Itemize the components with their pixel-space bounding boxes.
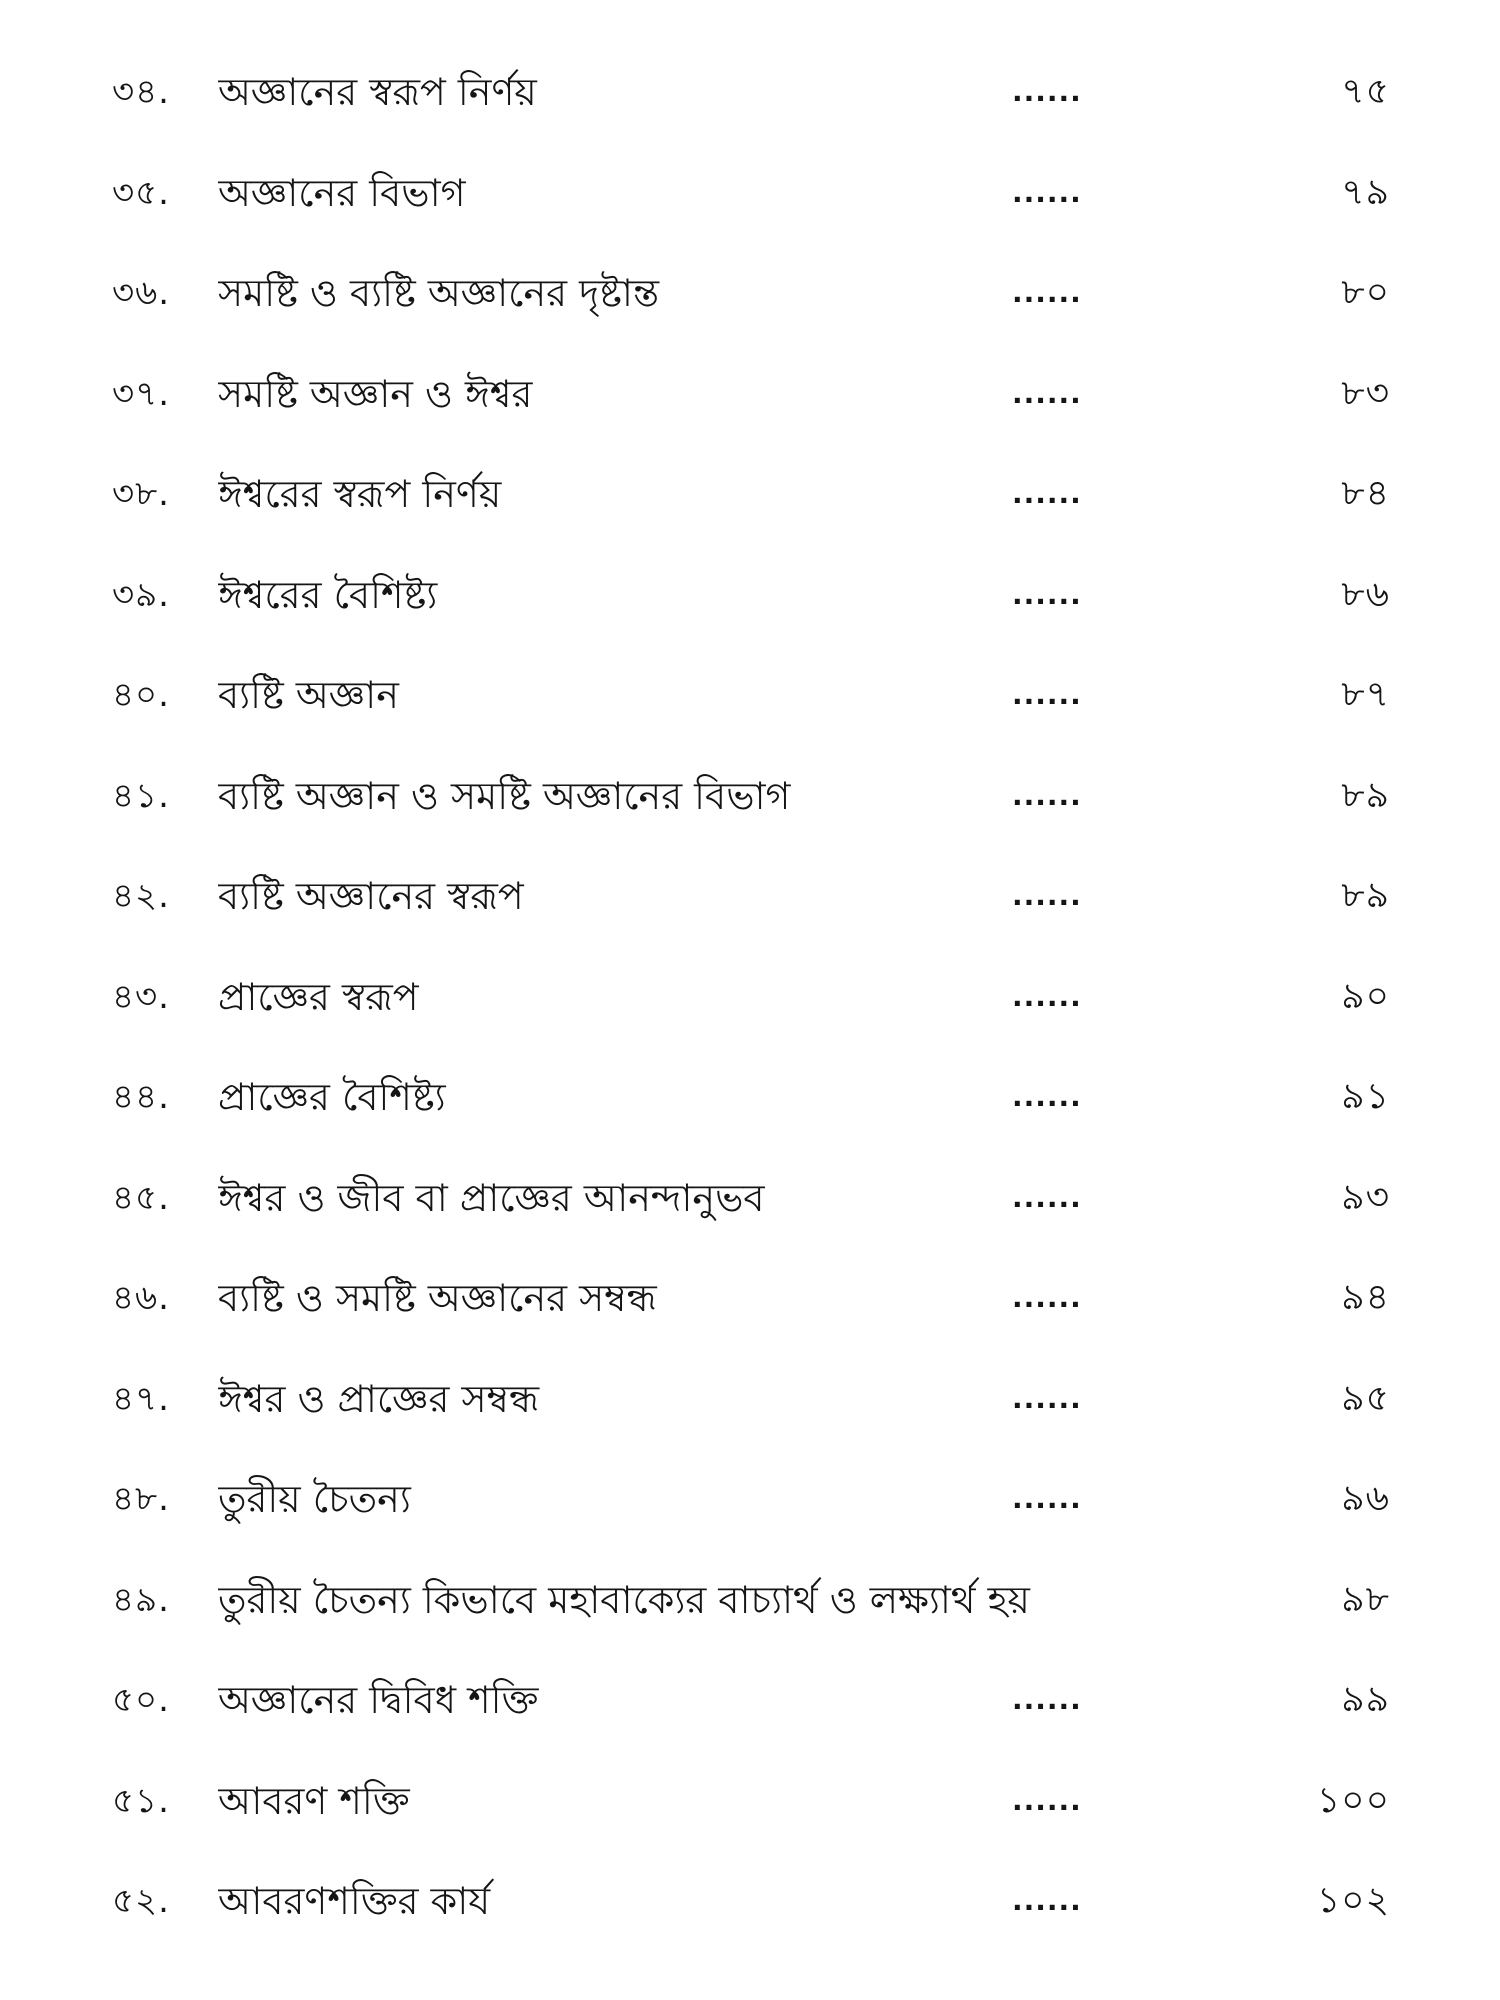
page-number: ৯৫ bbox=[1341, 1377, 1390, 1419]
page-number: ৮৪ bbox=[1341, 473, 1390, 514]
dot-leader: ...... bbox=[1012, 175, 1082, 209]
entry-number: ৪১. bbox=[112, 775, 170, 816]
entry-title: ব্যষ্টি অজ্ঞান bbox=[218, 673, 399, 717]
toc-entry bbox=[0, 862, 1500, 963]
toc-entry bbox=[0, 1867, 1500, 1968]
page-number: ৭৯ bbox=[1341, 171, 1390, 213]
dot-leader: ...... bbox=[1012, 75, 1082, 108]
entry-title: অজ্ঞানের স্বরূপ নির্ণয় bbox=[218, 70, 537, 114]
entry-number: ৪৪. bbox=[112, 1077, 170, 1117]
toc-entry bbox=[0, 1767, 1500, 1868]
page-number: ৯৯ bbox=[1341, 1679, 1390, 1720]
entry-title: ঈশ্বরের বৈশিষ্ট্য bbox=[218, 572, 438, 617]
page-number: ৯৮ bbox=[1341, 1578, 1390, 1620]
page-number: ৯১ bbox=[1341, 1076, 1390, 1117]
entry-title: প্রাজ্ঞের বৈশিষ্ট্য bbox=[218, 1075, 446, 1119]
entry-number: ৪৩. bbox=[112, 976, 170, 1017]
toc-entry bbox=[0, 561, 1500, 662]
toc-entry bbox=[0, 259, 1500, 360]
page-number: ৯৬ bbox=[1341, 1478, 1390, 1519]
toc-entry bbox=[0, 58, 1500, 159]
entry-title: সমষ্টি ও ব্যষ্টি অজ্ঞানের দৃষ্টান্ত bbox=[218, 271, 660, 315]
dot-leader: ...... bbox=[1012, 1884, 1082, 1917]
dot-leader: ...... bbox=[1012, 1783, 1082, 1817]
table-of-contents bbox=[0, 58, 1500, 1968]
dot-leader: ...... bbox=[1012, 1281, 1082, 1314]
entry-title: ঈশ্বর ও প্রাজ্ঞের সম্বন্ধ bbox=[218, 1376, 540, 1421]
entry-title: সমষ্টি অজ্ঞান ও ঈশ্বর bbox=[218, 371, 533, 416]
entry-number: ৪৫. bbox=[112, 1177, 170, 1218]
entry-number: ৫০. bbox=[112, 1680, 170, 1720]
entry-number: ৩৬. bbox=[112, 273, 171, 313]
entry-title: ব্যষ্টি ও সমষ্টি অজ্ঞানের সম্বন্ধ bbox=[218, 1276, 657, 1320]
page-number: ৯৩ bbox=[1341, 1176, 1390, 1218]
dot-leader: ...... bbox=[1012, 477, 1082, 510]
entry-number: ৪০. bbox=[112, 675, 170, 715]
entry-number: ৫২. bbox=[112, 1881, 170, 1921]
dot-leader: ...... bbox=[1012, 979, 1082, 1013]
page-number: ৮৩ bbox=[1341, 372, 1390, 414]
entry-title: অজ্ঞানের বিভাগ bbox=[218, 170, 466, 215]
toc-entry bbox=[0, 159, 1500, 260]
entry-title: ব্যষ্টি অজ্ঞানের স্বরূপ bbox=[218, 874, 524, 918]
entry-number: ৩৭. bbox=[112, 373, 171, 414]
entry-number: ৪৯. bbox=[112, 1579, 170, 1620]
page-number: ৭৫ bbox=[1341, 71, 1390, 112]
page-number: ১০০ bbox=[1316, 1779, 1390, 1821]
toc-entry bbox=[0, 661, 1500, 762]
dot-leader: ...... bbox=[1012, 879, 1082, 912]
toc-entry bbox=[0, 1666, 1500, 1767]
toc-entry bbox=[0, 1063, 1500, 1164]
page-number: ৮৭ bbox=[1341, 674, 1390, 715]
page-number: ৮৯ bbox=[1341, 774, 1390, 816]
dot-leader: ...... bbox=[1012, 577, 1082, 611]
entry-title: ব্যষ্টি অজ্ঞান ও সমষ্টি অজ্ঞানের বিভাগ bbox=[218, 773, 791, 818]
entry-title: অজ্ঞানের দ্বিবিধ শক্তি bbox=[218, 1678, 539, 1722]
toc-entry bbox=[0, 1365, 1500, 1466]
dot-leader: ...... bbox=[1012, 1381, 1082, 1415]
entry-number: ৩৮. bbox=[112, 474, 170, 514]
toc-entry bbox=[0, 963, 1500, 1064]
toc-entry bbox=[0, 1465, 1500, 1566]
page-number: ৯০ bbox=[1341, 975, 1390, 1017]
toc-entry bbox=[0, 1264, 1500, 1365]
dot-leader: ...... bbox=[1012, 778, 1082, 812]
entry-title: প্রাজ্ঞের স্বরূপ bbox=[218, 974, 419, 1019]
entry-title: আবরণ শক্তি bbox=[218, 1778, 410, 1823]
page-number: ১০২ bbox=[1316, 1880, 1390, 1921]
dot-leader: ...... bbox=[1012, 276, 1082, 309]
entry-number: ৪২. bbox=[112, 876, 170, 916]
entry-number: ৩৪. bbox=[112, 72, 170, 112]
dot-leader: ...... bbox=[1012, 1180, 1082, 1214]
dot-leader: ...... bbox=[1012, 1683, 1082, 1716]
toc-entry bbox=[0, 762, 1500, 863]
page-number: ৯৪ bbox=[1341, 1277, 1390, 1318]
toc-entry bbox=[0, 360, 1500, 461]
dot-leader: ...... bbox=[1012, 376, 1082, 410]
entry-title: তুরীয় চৈতন্য bbox=[218, 1477, 411, 1521]
dot-leader: ...... bbox=[1012, 678, 1082, 711]
entry-title: তুরীয় চৈতন্য কিভাবে মহাবাক্যের বাচ্যার্থ ও লক্ষ্যার্থ হয় bbox=[218, 1577, 1030, 1622]
dot-leader: ...... bbox=[1012, 1080, 1082, 1113]
page-number: ৮৯ bbox=[1341, 875, 1390, 916]
entry-number: ৪৮. bbox=[112, 1479, 170, 1519]
dot-leader: ...... bbox=[1012, 1482, 1082, 1515]
page-number: ৮৬ bbox=[1341, 573, 1390, 615]
entry-title: ঈশ্বরের স্বরূপ নির্ণয় bbox=[218, 472, 502, 516]
toc-entry bbox=[0, 1164, 1500, 1265]
entry-title: ঈশ্বর ও জীব বা প্রাজ্ঞের আনন্দানুভব bbox=[218, 1175, 765, 1220]
entry-title: আবরণশক্তির কার্য bbox=[218, 1879, 491, 1923]
toc-entry bbox=[0, 1566, 1500, 1667]
entry-number: ৪৭. bbox=[112, 1378, 170, 1419]
entry-number: ৫১. bbox=[112, 1780, 170, 1821]
toc-entry bbox=[0, 460, 1500, 561]
entry-number: ৪৬. bbox=[112, 1278, 170, 1318]
entry-number: ৩৫. bbox=[112, 172, 170, 213]
entry-number: ৩৯. bbox=[112, 574, 170, 615]
page-number: ৮০ bbox=[1341, 272, 1390, 313]
